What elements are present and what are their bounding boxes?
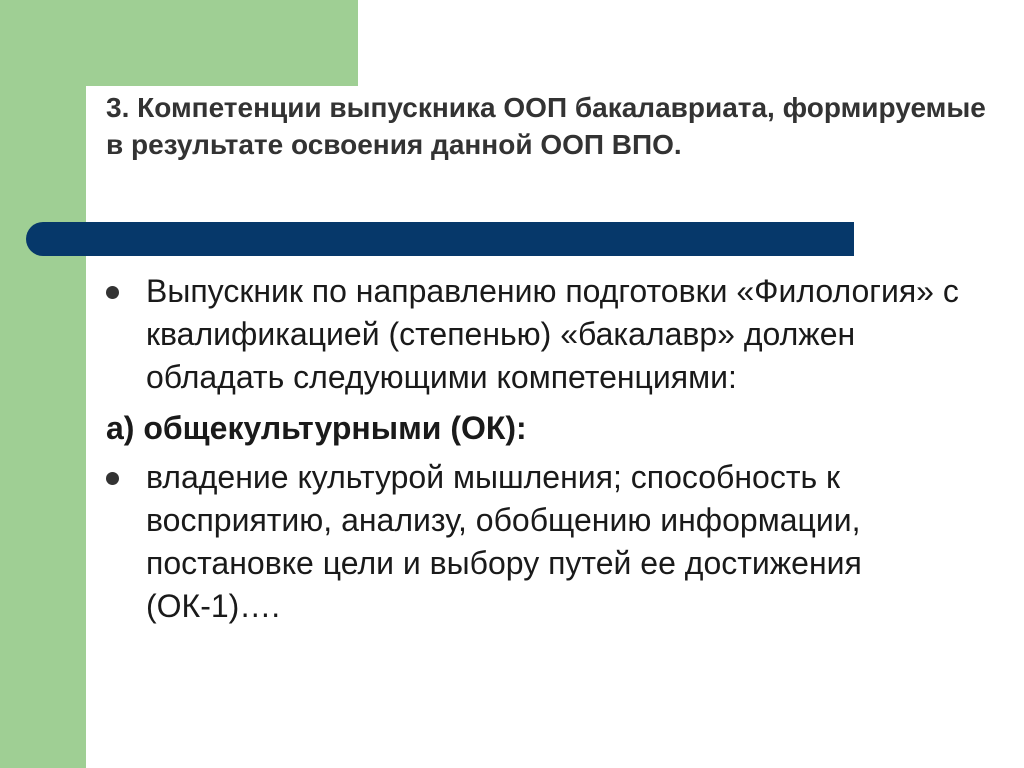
green-side-panel: [0, 0, 86, 768]
bullet-dot-icon: [106, 472, 119, 485]
bullet-text: Выпускник по направлению подготовки «Филология» с квалификацией (степенью) «бакалавр» должен обладать следующими компетенциями:: [146, 273, 959, 395]
slide-title: 3. Компетенции выпускника ООП бакалавриата, формируемые в результате освоения данной ООП ВПО.: [106, 92, 986, 160]
bullet-item-ok1: [106, 456, 986, 628]
slide-content: [106, 270, 986, 636]
accent-bar: [26, 222, 854, 256]
bullet-item-graduate: [106, 270, 986, 399]
subheading-general-cultural: а) общекультурными (ОК):: [106, 410, 527, 446]
green-top-panel: [0, 0, 358, 86]
bullet-dot-icon: [106, 286, 119, 299]
bullet-text: владение культурой мышления; способность к восприятию, анализу, обобщению информации, постановке цели и выбору путей ее достижения (ОК-1)….: [146, 459, 862, 624]
